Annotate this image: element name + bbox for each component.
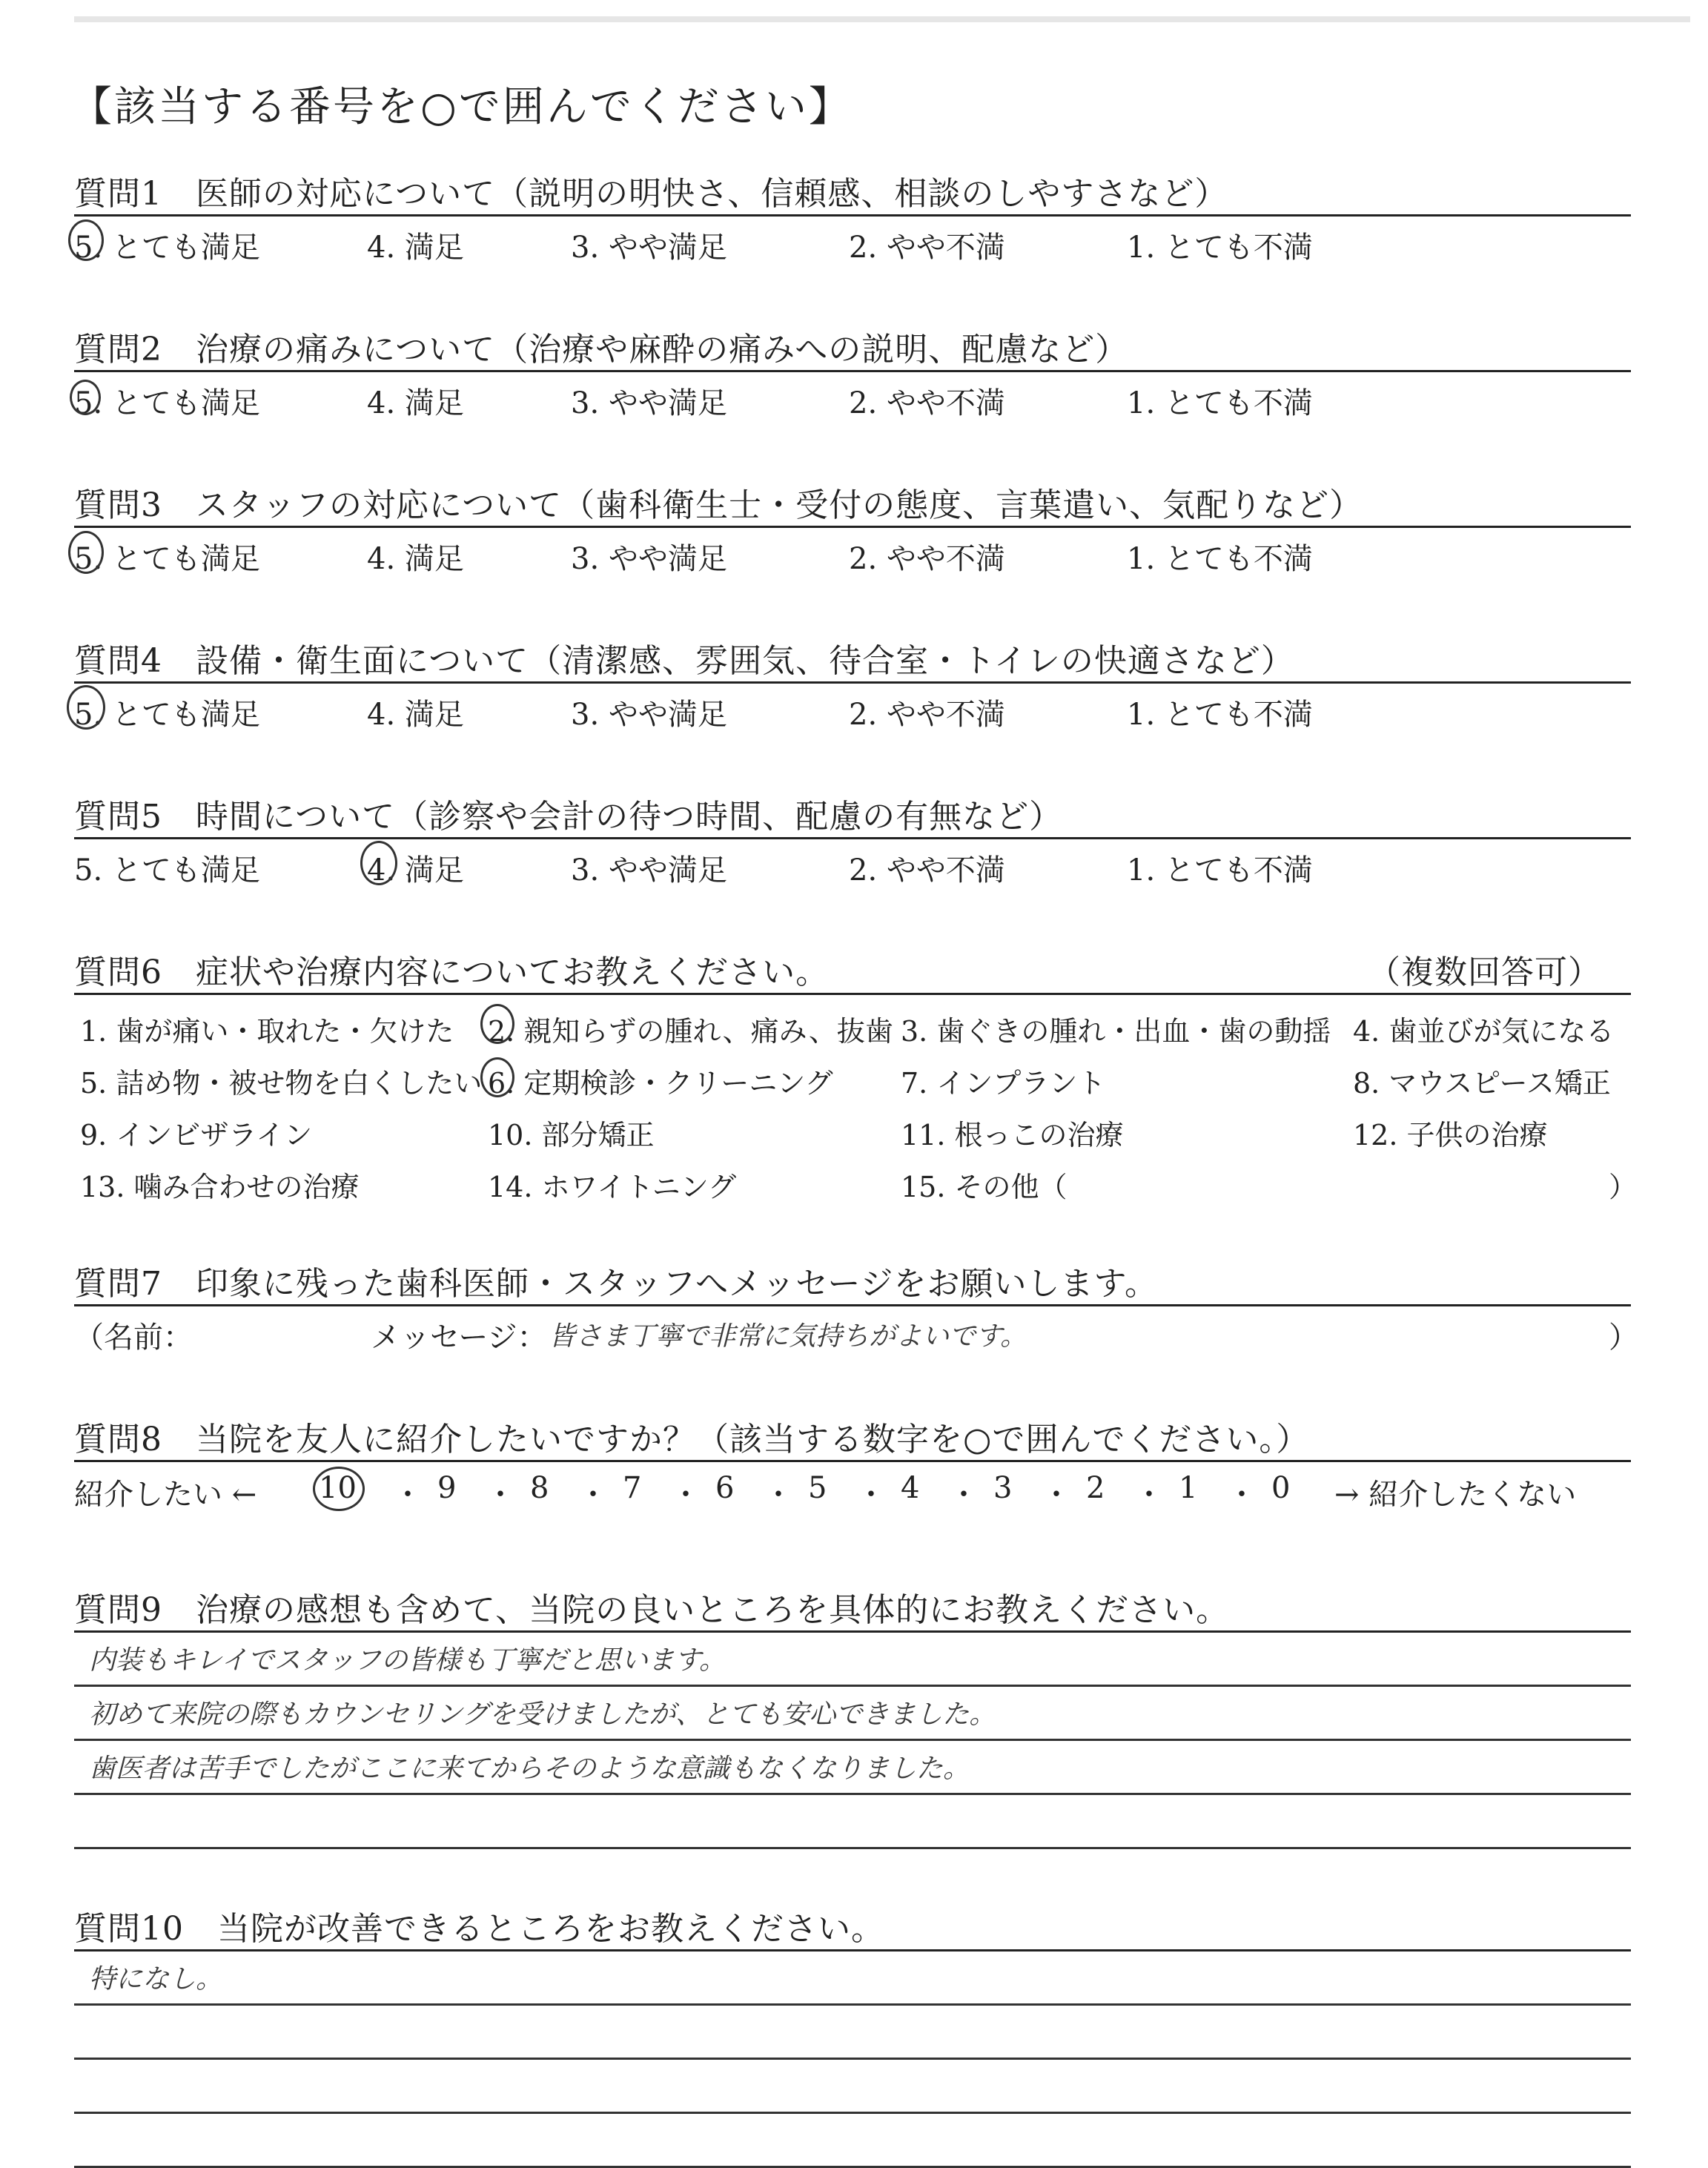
symptom-option[interactable]: 14. ホワイトニング [488,1171,737,1203]
option-5[interactable]: 5. とても満足 [74,698,260,732]
option-5[interactable]: 5. とても満足 [74,542,260,576]
answer-line[interactable] [74,1741,1631,1795]
hand-circle-mark [70,380,101,415]
option-5[interactable]: 5. とても満足 [74,231,260,265]
question-5 [74,790,1631,888]
scale-dot: ・ [856,1478,886,1512]
question-title: 質問7 印象に残った歯科医師・スタッフへメッセージをお願いします。 [74,1265,1158,1303]
name-label: （名前： [74,1321,193,1355]
hand-circle-mark [67,685,105,730]
symptom-option[interactable]: 12. 子供の治療 [1353,1119,1548,1151]
symptom-option[interactable]: 8. マウスピース矯正 [1353,1067,1611,1100]
question-2 [74,323,1631,418]
scale-dot: ・ [578,1478,608,1512]
answer-line[interactable] [74,1795,1631,1849]
answer-line[interactable] [74,1633,1631,1687]
scale-dot: ・ [486,1478,515,1512]
option-4[interactable]: 4. 満足 [367,853,464,888]
answer-line[interactable] [74,2114,1631,2168]
question-3 [74,478,1631,574]
scan-edge [74,16,1690,22]
symptom-option[interactable]: 2. 親知らずの腫れ、痛み、抜歯 [488,1015,893,1048]
answer-lines [74,1951,1631,2168]
recommend-scale [74,1462,1631,1514]
question-7 [74,1257,1638,1358]
question-title: 質問1 医師の対応について（説明の明快さ、信頼感、相談のしやすさなど） [74,175,1228,213]
question-title: 質問9 治療の感想も含めて、当院の良いところを具体的にお教えください。 [74,1591,1230,1629]
question-title: 質問10 当院が改善できるところをお教えください。 [74,1910,884,1948]
hand-circle-mark [68,531,104,574]
symptom-option[interactable]: 3. 歯ぐきの腫れ・出血・歯の動揺 [901,1015,1331,1048]
hand-circle-mark [68,219,104,261]
option-3[interactable]: 3. やや満足 [571,542,727,576]
option-2[interactable]: 2. やや不満 [849,698,1005,732]
scale-number-8[interactable]: 8 [530,1471,549,1505]
scale-dot: ・ [671,1478,701,1512]
option-1[interactable]: 1. とても不満 [1127,542,1313,576]
rating-options [74,528,1631,574]
other-close-paren: ） [1609,1171,1638,1203]
hand-circle-mark [480,1004,514,1044]
scale-dot: ・ [393,1478,423,1512]
symptom-option[interactable]: 1. 歯が痛い・取れた・欠けた [80,1015,454,1048]
symptom-option[interactable]: 9. インビザライン [80,1119,313,1151]
option-5[interactable]: 5. とても満足 [74,386,260,420]
option-5[interactable]: 5. とても満足 [74,853,260,888]
question-4 [74,634,1631,730]
question-title: 質問2 治療の痛みについて（治療や麻酔の痛みへの説明、配慮など） [74,331,1129,369]
scale-dot: ・ [949,1478,979,1512]
hand-circle-mark [360,841,397,885]
answer-line[interactable] [74,1951,1631,2006]
message-text[interactable]: 皆さま丁寧で非常に気持ちがよいです。 [549,1321,1027,1352]
scale-number-5[interactable]: 5 [808,1471,827,1505]
form-header: 【該当する番号を○で囲んでください】 [70,83,853,131]
symptom-option-other[interactable]: 15. その他（ [901,1171,1068,1203]
option-4[interactable]: 4. 満足 [367,698,464,732]
option-3[interactable]: 3. やや満足 [571,386,727,420]
scale-dot: ・ [1227,1478,1257,1512]
hand-circle-mark [480,1057,514,1097]
option-4[interactable]: 4. 満足 [367,231,464,265]
option-3[interactable]: 3. やや満足 [571,698,727,732]
message-label: メッセージ： [371,1321,547,1355]
symptom-option[interactable]: 7. インプラント [901,1067,1106,1100]
scale-number-10[interactable]: 10 [319,1471,357,1505]
answer-text: 内装もキレイでスタッフの皆様も丁寧だと思います。 [89,1645,726,1676]
symptom-option[interactable]: 11. 根っこの治療 [901,1119,1124,1151]
answer-line[interactable] [74,2060,1631,2114]
multiple-answer-note: （複数回答可） [1368,954,1601,991]
question-title: 質問3 スタッフの対応について（歯科衛生士・受付の態度、言葉遣い、気配りなど） [74,486,1363,524]
question-title: 質問5 時間について（診察や会計の待つ時間、配慮の有無など） [74,798,1063,836]
answer-text: 特になし。 [89,1964,223,1995]
symptom-option[interactable]: 10. 部分矯正 [488,1119,655,1151]
question-9 [74,1583,1631,1849]
answer-line[interactable] [74,1687,1631,1741]
symptom-option[interactable]: 5. 詰め物・被せ物を白くしたい [80,1067,483,1100]
answer-lines [74,1633,1631,1849]
question-10 [74,1902,1631,2168]
message-row [74,1306,1638,1358]
close-paren: ） [1609,1321,1638,1355]
question-title [74,945,1631,991]
option-3[interactable]: 3. やや満足 [571,853,727,888]
scale-dot: ・ [1042,1478,1071,1512]
symptom-option[interactable]: 13. 噛み合わせの治療 [80,1171,360,1203]
scale-dot: ・ [764,1478,793,1512]
option-2[interactable]: 2. やや不満 [849,231,1005,265]
question-title: 質問4 設備・衛生面について（清潔感、雰囲気、待合室・トイレの快適さなど） [74,642,1294,680]
scale-number-1[interactable]: 1 [1179,1471,1198,1505]
rating-options [74,372,1631,418]
answer-text: 初めて来院の際もカウンセリングを受けましたが、とても安心できました。 [89,1699,996,1730]
option-2[interactable]: 2. やや不満 [849,853,1005,888]
scale-number-9[interactable]: 9 [437,1471,457,1505]
scale-number-7[interactable]: 7 [623,1471,642,1505]
option-4[interactable]: 4. 満足 [367,386,464,420]
option-1[interactable]: 1. とても不満 [1127,698,1313,732]
rating-options [74,839,1631,888]
symptom-option[interactable]: 6. 定期検診・クリーニング [488,1067,833,1100]
option-1[interactable]: 1. とても不満 [1127,386,1313,420]
option-2[interactable]: 2. やや不満 [849,386,1005,420]
option-1[interactable]: 1. とても不満 [1127,853,1313,888]
scale-right-label: → 紹介したくない [1334,1478,1577,1512]
question-title-text: 質問6 症状や治療内容についてお教えください。 [74,954,830,991]
scale-number-3[interactable]: 3 [993,1471,1013,1505]
scale-number-2[interactable]: 2 [1086,1471,1105,1505]
scale-left-label: 紹介したい ← [74,1478,257,1512]
answer-text: 歯医者は苦手でしたがここに来てからそのような意識もなくなりました。 [89,1754,970,1784]
question-8 [74,1412,1631,1514]
answer-line[interactable] [74,2006,1631,2060]
rating-options [74,217,1631,265]
question-1 [74,167,1631,265]
question-6 [74,945,1638,1210]
scale-number-6[interactable]: 6 [715,1471,735,1505]
option-1[interactable]: 1. とても不満 [1127,231,1313,265]
hand-circle-mark [313,1467,365,1511]
scale-number-4[interactable]: 4 [901,1471,920,1505]
scale-dot: ・ [1134,1478,1164,1512]
option-3[interactable]: 3. やや満足 [571,231,727,265]
option-2[interactable]: 2. やや不満 [849,542,1005,576]
question-title: 質問8 当院を友人に紹介したいですか？（該当する数字を○で囲んでください。） [74,1421,1310,1458]
rating-options [74,684,1631,730]
symptom-options [74,995,1638,1210]
scale-number-0[interactable]: 0 [1271,1471,1291,1505]
option-4[interactable]: 4. 満足 [367,542,464,576]
symptom-option[interactable]: 4. 歯並びが気になる [1353,1015,1615,1048]
